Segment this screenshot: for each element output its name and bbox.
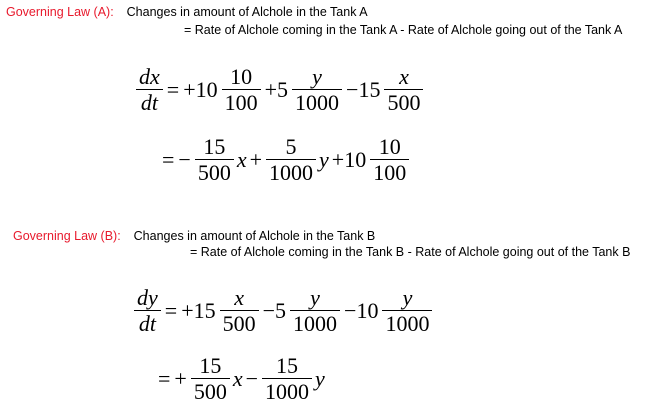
denominator: 500 xyxy=(222,311,256,336)
numerator: y xyxy=(402,285,413,310)
coefficient: −10 xyxy=(344,298,379,323)
denominator: 1000 xyxy=(295,90,340,115)
equation-b-line2 xyxy=(156,355,326,403)
denominator: 1000 xyxy=(385,311,430,336)
denominator: 500 xyxy=(197,160,231,185)
lhs-fraction xyxy=(134,287,161,335)
fraction xyxy=(382,287,432,335)
fraction xyxy=(266,136,316,184)
law-a-description: Changes in amount of Alchole in the Tank A xyxy=(126,5,368,19)
fraction xyxy=(220,287,259,335)
equals-sign: = xyxy=(166,77,180,102)
numerator: y xyxy=(312,64,322,89)
variable: y xyxy=(319,147,329,172)
equals-sign: = xyxy=(162,147,175,172)
sign: − xyxy=(178,147,191,172)
numerator: y xyxy=(310,285,320,310)
fraction xyxy=(191,355,230,403)
coefficient: +10 xyxy=(183,77,218,102)
fraction xyxy=(370,136,409,184)
lhs-numerator: dy xyxy=(137,285,158,310)
coefficient: −5 xyxy=(262,298,287,323)
denominator: 1000 xyxy=(265,379,310,404)
law-b-tag: Governing Law (B): xyxy=(13,229,121,243)
governing-law-b xyxy=(13,228,375,244)
equals-sign: = xyxy=(164,298,178,323)
fraction xyxy=(292,66,342,114)
lhs-denominator: dt xyxy=(138,311,156,336)
numerator: 10 xyxy=(230,64,253,89)
denominator: 500 xyxy=(387,90,421,115)
governing-law-a xyxy=(6,4,368,20)
denominator: 100 xyxy=(224,90,258,115)
numerator: 15 xyxy=(203,134,226,159)
fraction xyxy=(290,287,340,335)
law-b-continuation: = Rate of Alchole coming in the Tank B - Rate of Alchole going out of the Tank B xyxy=(190,245,631,259)
numerator: x xyxy=(399,64,409,89)
coefficient: −15 xyxy=(346,77,381,102)
numerator: 15 xyxy=(199,353,222,378)
denominator: 1000 xyxy=(293,311,338,336)
numerator: x xyxy=(234,285,244,310)
lhs-denominator: dt xyxy=(140,90,158,115)
numerator: 15 xyxy=(276,353,299,378)
equals-sign: = xyxy=(158,366,171,391)
coefficient: +5 xyxy=(264,77,289,102)
numerator: 5 xyxy=(285,134,297,159)
equation-a-line2 xyxy=(160,136,411,184)
coefficient: +10 xyxy=(331,147,367,172)
law-b-description: Changes in amount of Alchole in the Tank B xyxy=(133,229,376,243)
equation-a-line1 xyxy=(134,66,425,114)
variable: y xyxy=(315,366,325,391)
fraction xyxy=(195,136,234,184)
lhs-fraction xyxy=(136,66,163,114)
sign: + xyxy=(174,366,187,391)
denominator: 500 xyxy=(193,379,227,404)
numerator: 10 xyxy=(378,134,401,159)
variable: x xyxy=(232,366,243,391)
variable: x xyxy=(236,147,247,172)
denominator: 100 xyxy=(373,160,407,185)
denominator: 1000 xyxy=(269,160,314,185)
law-a-tag: Governing Law (A): xyxy=(6,5,114,19)
law-a-continuation: = Rate of Alchole coming in the Tank A - Rate of Alchole going out of the Tank A xyxy=(184,23,623,37)
equation-b-line1 xyxy=(132,287,434,335)
fraction xyxy=(384,66,423,114)
lhs-numerator: dx xyxy=(139,64,160,89)
fraction xyxy=(262,355,312,403)
sign: − xyxy=(245,366,259,391)
sign: + xyxy=(249,147,263,172)
fraction xyxy=(222,66,261,114)
coefficient: +15 xyxy=(181,298,216,323)
